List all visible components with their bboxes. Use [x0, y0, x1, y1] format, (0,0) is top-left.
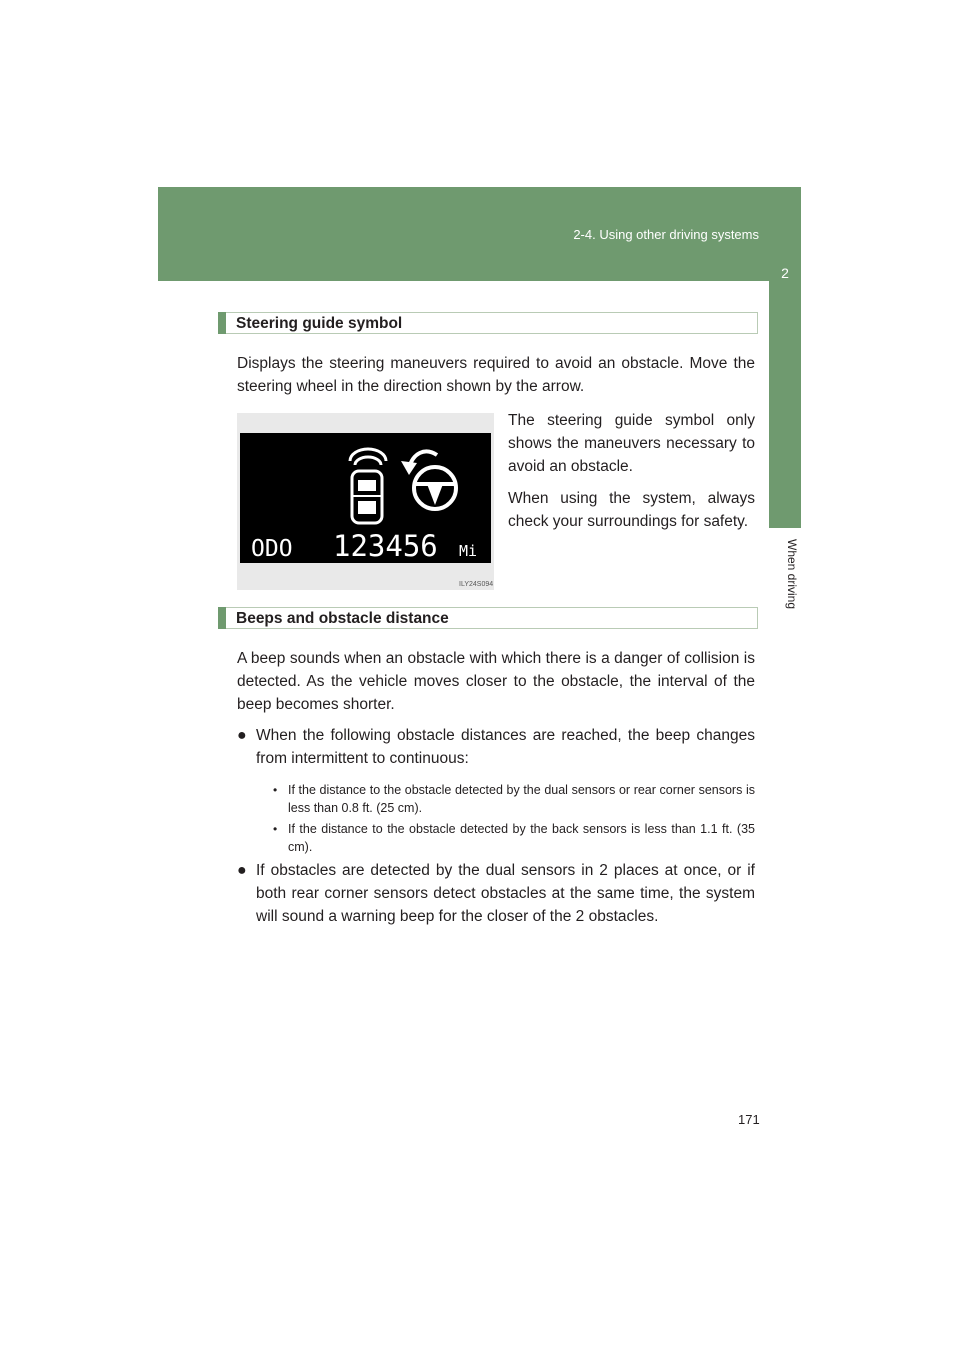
odo-unit: Mi: [459, 542, 478, 560]
odo-label: ODO: [251, 536, 293, 562]
sub-bullet-dot-icon: •: [273, 783, 278, 797]
sub-bullet-dot-icon: •: [273, 822, 278, 836]
display-illustration: [237, 413, 494, 590]
heading-steering-guide: [218, 312, 758, 334]
steering-note-maneuvers: The steering guide symbol only shows the maneuvers necessary to avoid an obstacle.: [508, 412, 755, 475]
heading-beeps-distance: [218, 607, 758, 629]
sub-bullet-item: [273, 781, 755, 817]
bullet-dot-icon: ●: [237, 862, 247, 879]
bullet-item: [237, 724, 755, 770]
chapter-label: When driving: [785, 539, 799, 610]
bullet-dot-icon: ●: [237, 727, 247, 744]
sub-bullet-text: If the distance to the obstacle detected by the dual sensors or rear corner sensors is less than 0.8 ft. (25 cm).: [288, 783, 755, 815]
heading-bar: [218, 607, 226, 629]
chapter-number: 2: [781, 265, 789, 281]
odo-value: 123456: [333, 529, 438, 563]
beeps-intro: A beep sounds when an obstacle with which there is a danger of collision is detected. As the vehicle moves closer to the obstacle, the interval of the beep becomes shorter.: [237, 650, 755, 713]
sub-bullet-text: If the distance to the obstacle detected by the back sensors is less than 1.1 ft. (35 cm).: [288, 822, 755, 854]
steering-note-safety: When using the system, always check your surroundings for safety.: [508, 490, 755, 530]
image-code: ILY24S094: [459, 581, 494, 588]
heading-text: Steering guide symbol: [236, 315, 403, 332]
page-number: 171: [738, 1112, 760, 1127]
section-title: 2-4. Using other driving systems: [573, 227, 759, 242]
heading-bar: [218, 312, 226, 334]
chapter-tab: [769, 253, 801, 528]
bullet-text: If obstacles are detected by the dual sensors in 2 places at once, or if both rear corner sensors detect obstacles at the same time, the system will sound a warning beep for the closer of the 2 obstacles.: [256, 862, 755, 925]
bullet-text: When the following obstacle distances are reached, the beep changes from intermittent to continuous:: [256, 727, 755, 767]
sub-bullet-item: [273, 820, 755, 856]
chapter-header: [158, 187, 801, 281]
heading-text: Beeps and obstacle distance: [236, 610, 449, 627]
steering-intro: Displays the steering maneuvers required to avoid an obstacle. Move the steering wheel in the direction shown by the arrow.: [237, 355, 755, 395]
bullet-item: [237, 859, 755, 928]
